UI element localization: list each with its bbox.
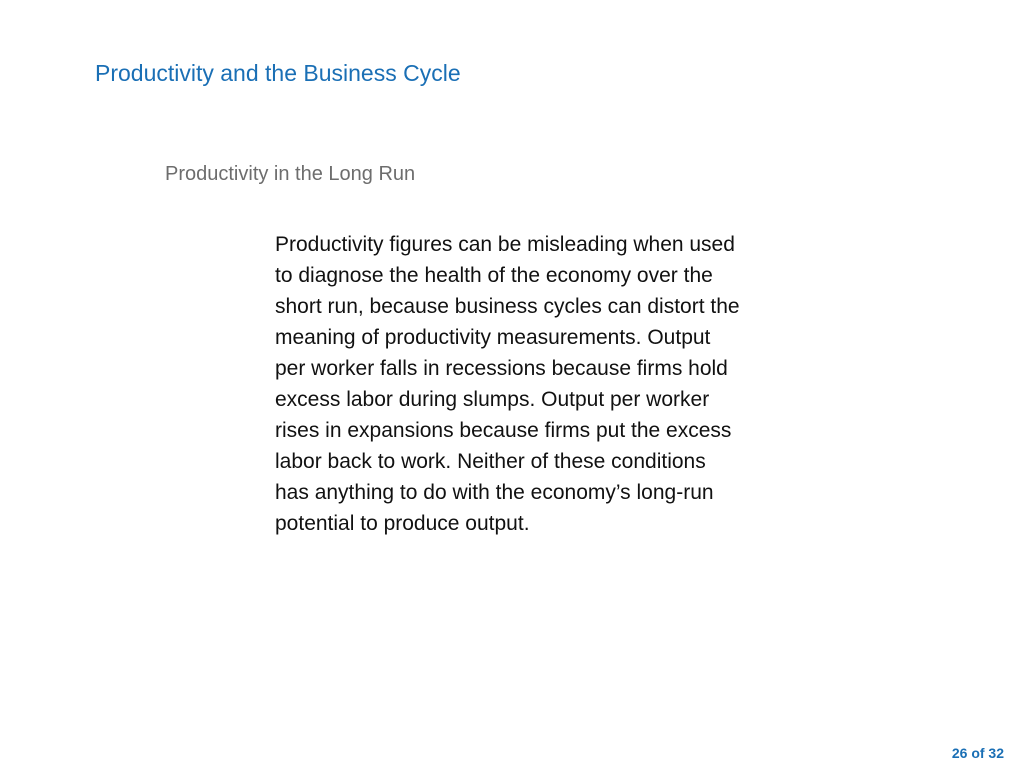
slide-body-text: Productivity figures can be misleading when used to diagnose the health of the economy over the short run, because business cycles can distort the meaning of productivity measurements. Output per worker falls in recessions because firms hold excess labor during slumps. Output per worker rises in expansions because firms put the excess labor back to work. Neither of these conditions has anything to do with the economy’s long-run potential to produce output.	[275, 233, 740, 535]
slide-subtitle: Productivity in the Long Run	[165, 163, 416, 185]
page-number: 26 of 32	[951, 745, 1004, 761]
slide-title: Productivity and the Business Cycle	[95, 60, 461, 86]
